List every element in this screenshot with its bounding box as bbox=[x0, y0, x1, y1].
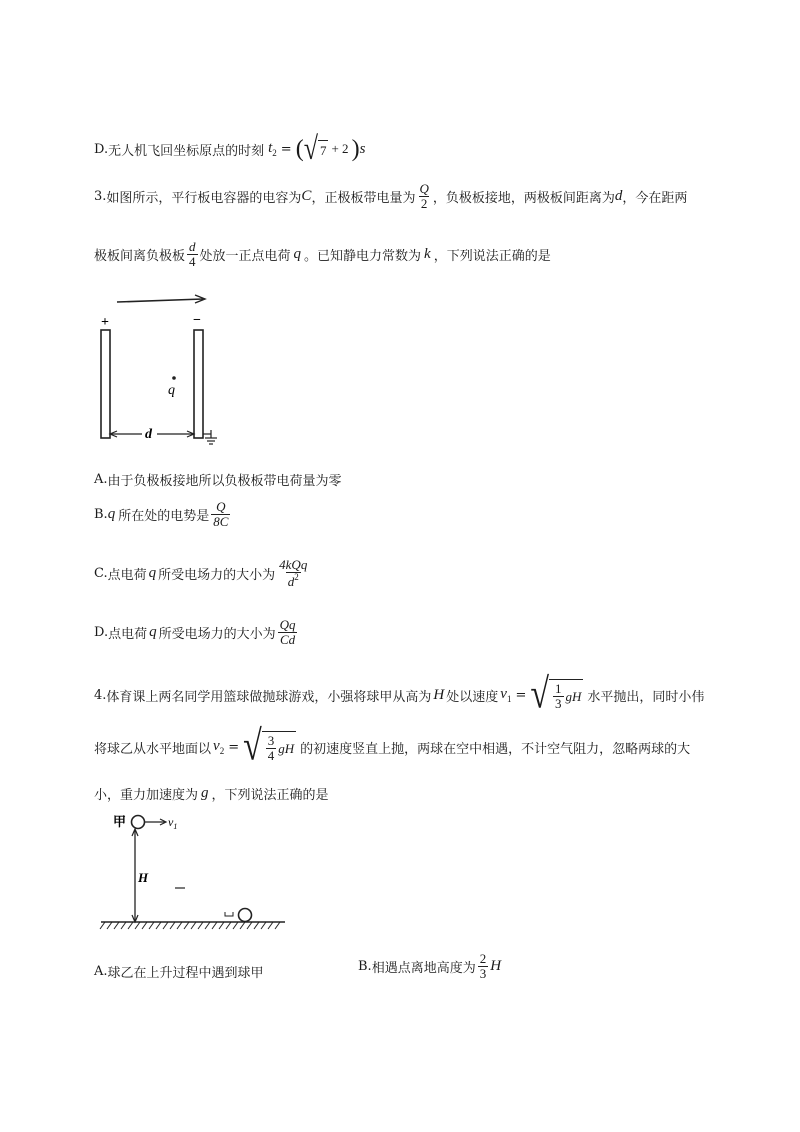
q4-option-b[interactable] bbox=[358, 952, 501, 980]
question-number: 3. bbox=[94, 188, 107, 204]
option-text-2: 所受电场力的大小为 bbox=[158, 567, 276, 583]
var-v1: $v_1$ bbox=[500, 686, 512, 704]
var-C: C bbox=[301, 187, 312, 204]
charge-dot bbox=[172, 376, 176, 380]
var-t: $t_2$ bbox=[268, 140, 277, 158]
fraction-4kQq-over-d2: $\frac{\text{4kQq}}{d^2}$ bbox=[279, 557, 308, 589]
option-text: 由于负极板接地所以负极板带电荷量为零 bbox=[107, 474, 342, 489]
q4-option-a[interactable] bbox=[94, 962, 264, 981]
sqrt-7: √ 7 bbox=[303, 130, 327, 167]
small-mark bbox=[225, 912, 233, 916]
q4-stem-line2 bbox=[94, 723, 691, 770]
var-H: H bbox=[490, 957, 502, 974]
stem-text: ，下列说法正确的是 bbox=[211, 788, 329, 803]
stem-text: 极板间离负极板 bbox=[94, 248, 186, 264]
fraction-d-over-4: $\frac{d}{4}$ bbox=[189, 239, 196, 269]
var-q: q bbox=[107, 505, 116, 522]
option-text: 相遇点离地高度为 bbox=[371, 960, 476, 976]
option-label: D. bbox=[94, 141, 109, 157]
q3-stem-line2 bbox=[94, 240, 551, 268]
negative-plate bbox=[194, 330, 203, 438]
minus-sign: − bbox=[193, 313, 201, 328]
equals-sign: = bbox=[280, 141, 292, 157]
option-text: 所在处的电势是 bbox=[118, 508, 210, 524]
equals-sign: = bbox=[228, 739, 240, 755]
var-v2: $v_2$ bbox=[213, 738, 225, 756]
option-label: B. bbox=[358, 958, 372, 974]
var-g: g bbox=[201, 785, 209, 801]
var-q: q bbox=[149, 623, 157, 640]
fraction-2-over-3: $\frac{2}{3}$ bbox=[479, 951, 487, 981]
stem-text: ，今在距两 bbox=[622, 190, 688, 206]
q3-option-d[interactable] bbox=[94, 618, 300, 646]
q4-stem-line1 bbox=[94, 671, 705, 718]
open-paren: ( bbox=[295, 136, 304, 162]
option-label: D. bbox=[94, 624, 109, 640]
plus-sign: + bbox=[101, 315, 109, 330]
top-arrow-line bbox=[117, 299, 203, 302]
q3-stem-line1 bbox=[94, 182, 687, 210]
ball-jia bbox=[132, 816, 145, 829]
var-q: q bbox=[148, 564, 157, 581]
stem-text: 小，重力加速度为 bbox=[94, 788, 199, 803]
question-number: 4. bbox=[94, 687, 107, 703]
option-text: 点电荷 bbox=[107, 567, 147, 583]
ground-hatch bbox=[100, 922, 280, 929]
var-k: k bbox=[424, 245, 431, 262]
ball-jia-label: 甲 bbox=[113, 815, 127, 830]
option-label: C. bbox=[94, 565, 108, 581]
fraction-Q-over-8C: $\frac{Q}{8C}$ bbox=[213, 499, 229, 529]
option-text: 点电荷 bbox=[108, 626, 148, 642]
var-q: q bbox=[293, 245, 302, 262]
var-H: H bbox=[433, 686, 445, 703]
stem-text: 处放一正点电荷 bbox=[199, 248, 291, 264]
positive-plate bbox=[101, 330, 110, 438]
stem-text: ，正极板带电量为 bbox=[311, 190, 416, 206]
option-text-2: 所受电场力的大小为 bbox=[158, 626, 276, 642]
velocity-label: $v_1$ bbox=[168, 815, 178, 831]
prev-option-d bbox=[94, 130, 366, 167]
capacitor-figure bbox=[95, 290, 235, 455]
stem-text: 体育课上两名同学用篮球做抛球游戏，小强将球甲从高为 bbox=[106, 689, 432, 705]
sqrt-gH-over-3: √ $\frac{1}{3}$ gH bbox=[530, 671, 582, 718]
q3-option-a[interactable] bbox=[94, 470, 342, 489]
stem-text: 的初速度竖直上抛，两球在空中相遇，不计空气阻力，忽略两球的大 bbox=[300, 741, 691, 757]
stem-text: 处以速度 bbox=[446, 689, 499, 705]
plus-two: + 2 bbox=[331, 141, 349, 156]
option-text: 无人机飞回坐标原点的时刻 bbox=[108, 143, 265, 159]
option-label: A. bbox=[94, 472, 108, 487]
distance-label: d bbox=[145, 427, 152, 442]
equals-sign: = bbox=[515, 687, 527, 703]
option-text: 球乙在上升过程中遇到球甲 bbox=[107, 966, 264, 981]
q3-option-b[interactable] bbox=[94, 500, 232, 528]
q3-option-c[interactable] bbox=[94, 558, 311, 588]
height-label: H bbox=[138, 870, 149, 885]
q4-stem-line3 bbox=[94, 784, 329, 803]
ball-yi bbox=[239, 909, 252, 922]
option-label: A. bbox=[94, 964, 108, 979]
stem-text: ，下列说法正确的是 bbox=[433, 248, 551, 264]
fraction-Qq-over-Cd: $\frac{Qq}{Cd}$ bbox=[279, 617, 296, 647]
sqrt-3gH-over-4: √ $\frac{3}{4}$ gH bbox=[243, 723, 295, 770]
var-d: d bbox=[614, 187, 623, 204]
stem-text: 将球乙从水平地面以 bbox=[94, 741, 212, 757]
stem-text: 如图所示，平行板电容器的电容为 bbox=[106, 190, 302, 206]
stem-text: 水平抛出，同时小伟 bbox=[587, 689, 705, 705]
close-paren: ) bbox=[351, 136, 360, 162]
projectile-figure bbox=[95, 808, 295, 938]
stem-text: 。已知静电力常数为 bbox=[304, 248, 422, 264]
charge-label: q bbox=[168, 383, 175, 398]
unit-s: s bbox=[359, 140, 366, 157]
fraction-Q-over-2: $\frac{Q}{2}$ bbox=[419, 181, 429, 211]
stem-text: ，负极板接地，两极板间距离为 bbox=[432, 190, 615, 206]
option-label: B. bbox=[94, 506, 108, 522]
